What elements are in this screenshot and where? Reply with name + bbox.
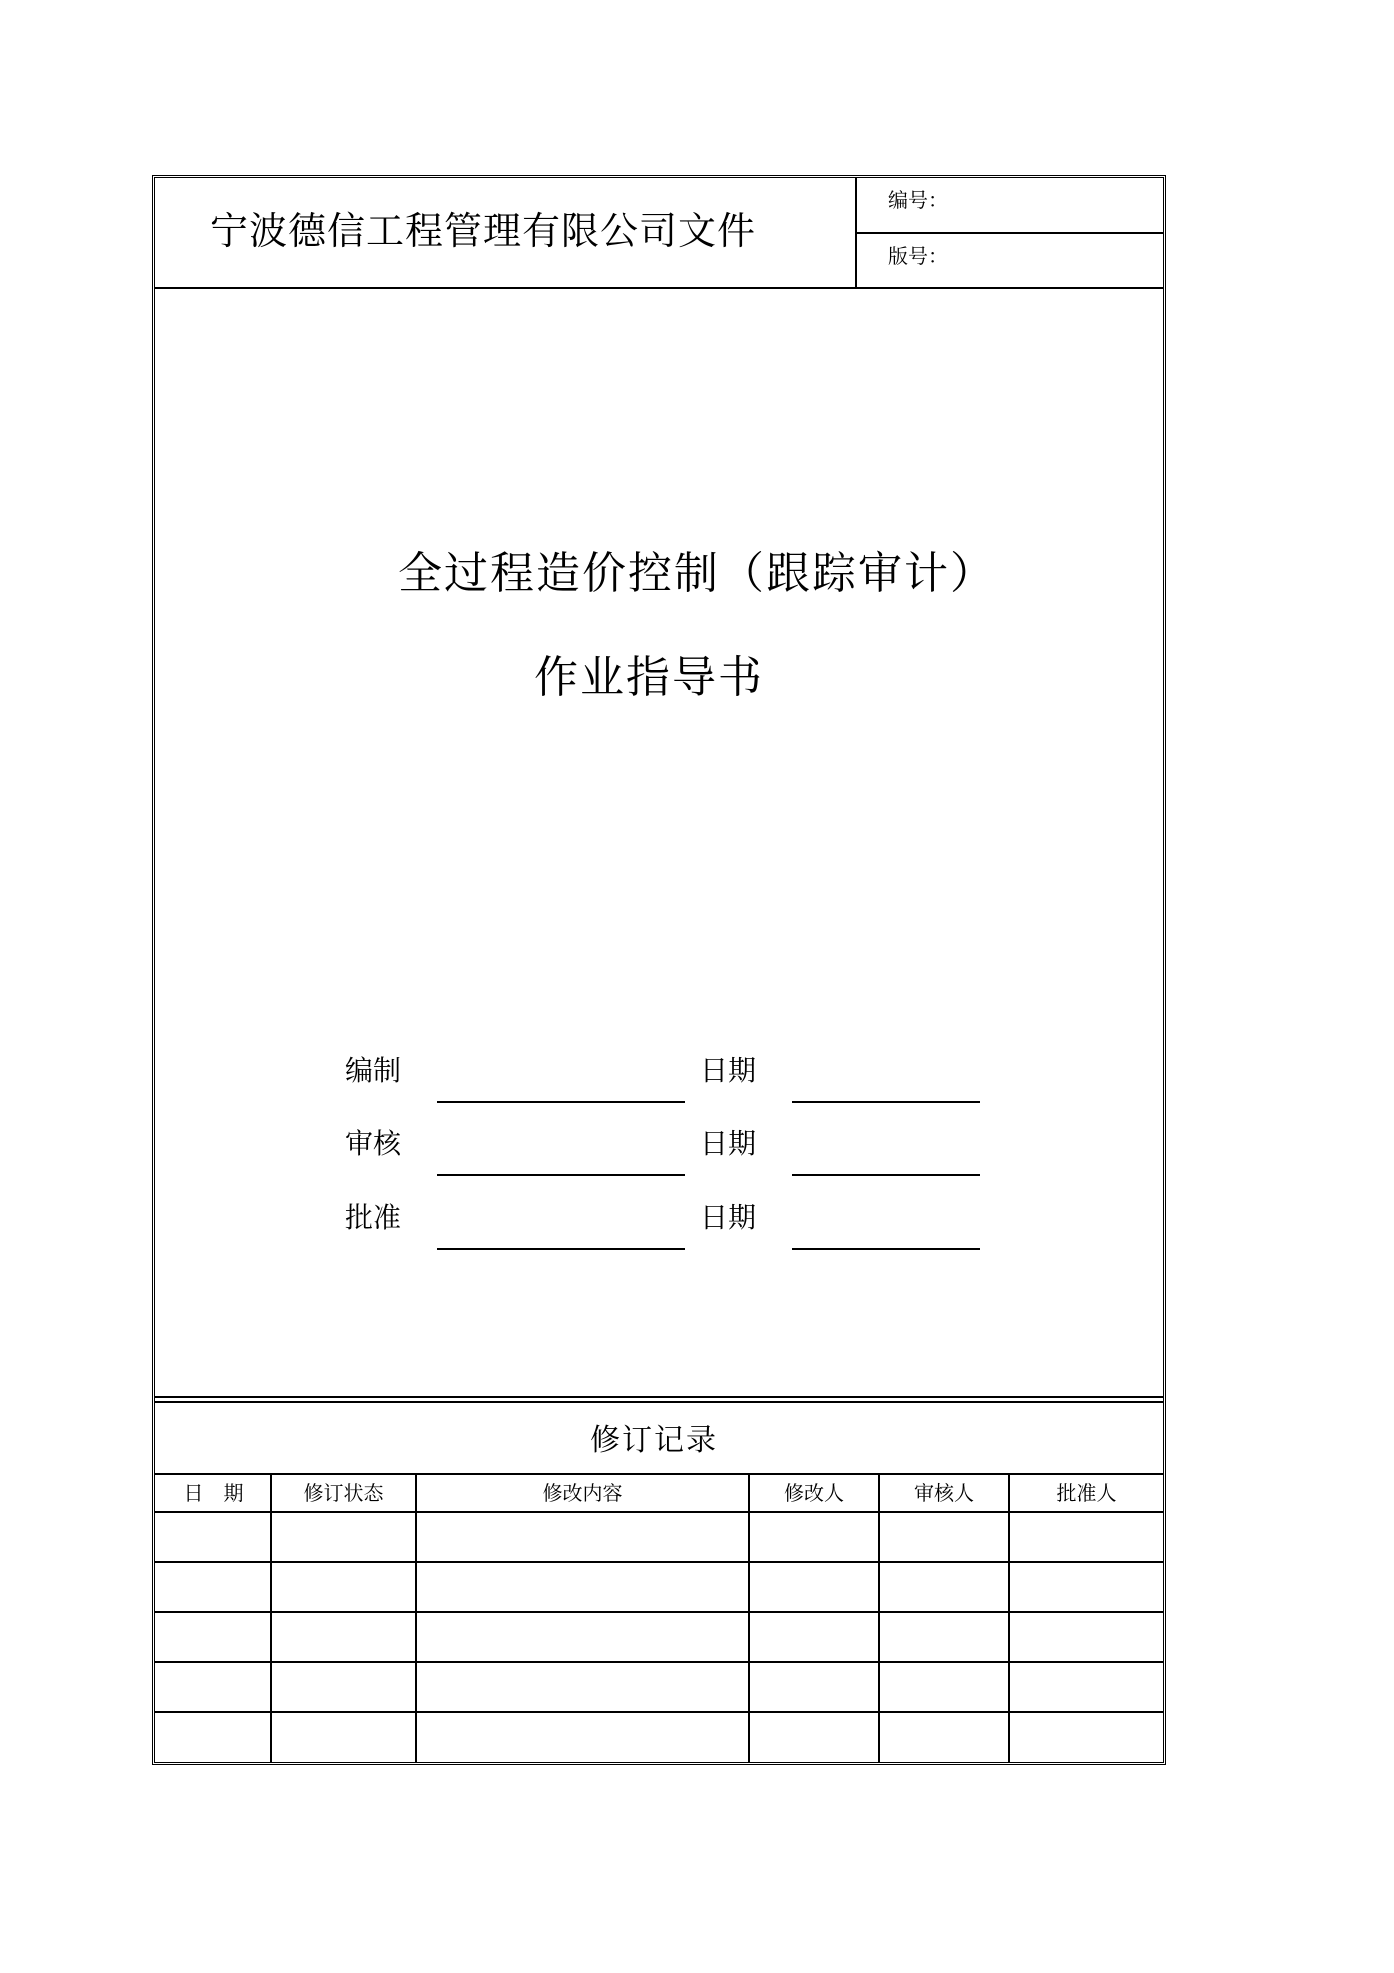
revision-separator bbox=[155, 1396, 1163, 1398]
signature-date-line[interactable] bbox=[792, 1174, 980, 1176]
signature-date-line[interactable] bbox=[792, 1248, 980, 1250]
signature-line[interactable] bbox=[437, 1248, 685, 1250]
signature-line[interactable] bbox=[437, 1174, 685, 1176]
signature-role-label: 批准 bbox=[345, 1201, 402, 1234]
signature-role-label: 审核 bbox=[345, 1127, 402, 1160]
table-row[interactable] bbox=[157, 1613, 1163, 1661]
version-label: 版号： bbox=[888, 244, 948, 268]
version-field[interactable] bbox=[950, 246, 1140, 268]
header-meta-divider bbox=[855, 232, 1163, 234]
signature-date-label: 日期 bbox=[700, 1201, 757, 1234]
signature-role-label: 编制 bbox=[345, 1054, 402, 1087]
company-title: 宁波德信工程管理有限公司文件 bbox=[210, 209, 757, 253]
table-row[interactable] bbox=[157, 1563, 1163, 1611]
number-field[interactable] bbox=[950, 190, 1140, 212]
signature-date-line[interactable] bbox=[792, 1101, 980, 1103]
col-header-modifier: 修改人 bbox=[784, 1481, 844, 1505]
document-title: 全过程造价控制（跟踪审计） bbox=[398, 548, 996, 599]
signature-date-label: 日期 bbox=[700, 1127, 757, 1160]
col-header-revision-status: 修订状态 bbox=[303, 1481, 384, 1505]
col-header-date: 日 期 bbox=[183, 1481, 244, 1505]
header-bottom-line bbox=[155, 287, 1163, 289]
document-subtitle: 作业指导书 bbox=[534, 652, 764, 703]
table-row[interactable] bbox=[157, 1663, 1163, 1711]
signature-date-label: 日期 bbox=[700, 1054, 757, 1087]
col-header-approver: 批准人 bbox=[1056, 1481, 1117, 1505]
col-header-revision-content: 修改内容 bbox=[542, 1481, 623, 1505]
table-row[interactable] bbox=[157, 1713, 1163, 1761]
revision-table-header-top bbox=[155, 1473, 1163, 1475]
col-header-reviewer: 审核人 bbox=[914, 1481, 974, 1505]
number-label: 编号： bbox=[888, 188, 948, 212]
revision-record-title: 修订记录 bbox=[590, 1423, 718, 1458]
signature-line[interactable] bbox=[437, 1101, 685, 1103]
revision-separator bbox=[155, 1401, 1163, 1403]
table-row[interactable] bbox=[157, 1513, 1163, 1561]
